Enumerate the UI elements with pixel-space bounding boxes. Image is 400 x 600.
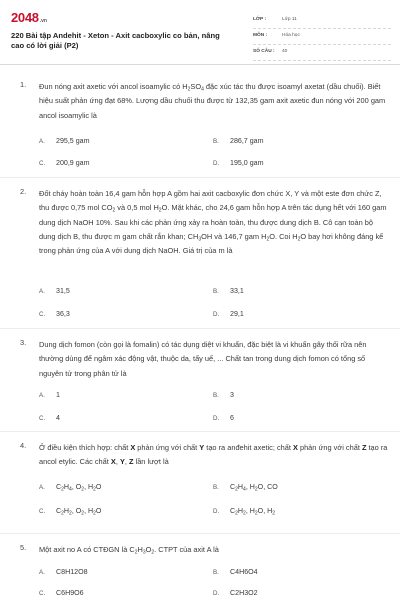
option-c[interactable]: C. 36,3	[39, 310, 70, 318]
question-number: 3.	[20, 338, 27, 347]
logo-suffix: .vn	[39, 18, 47, 24]
option-a[interactable]: A. $C_2H_4$, $O_2$, $H_2O$	[39, 483, 102, 493]
option-b[interactable]: B. $C_2H_4$, $H_2O$, CO	[213, 483, 278, 493]
document-meta	[253, 14, 391, 62]
option-b[interactable]: B. 3	[213, 391, 234, 399]
question-text: Dung dịch fomon (còn gọi là fomalin) có tác dụng diệt vi khuẩn, đặc biệt là vi khuẩn gây thối rữa nên thường dùng để ngâm xác động vật, thuộc da, tẩy uế, ... Chất tan trong dung dịch fomon có tổng số nguyên tử trong phân tử là	[39, 340, 367, 378]
option-d[interactable]: D. 6	[213, 414, 234, 422]
question-separator	[0, 533, 400, 534]
question-text: Đun nóng axit axetic với ancol isoamylic có $H_2SO_4$ đặc xúc tác thu được isoamyl axetat (dầu chuối). Biết hiệu suất phản ứng đạt 68%. Lượng dầu chuối thu được từ 132,35 gam axit axetic đun nóng với 200 gam ancol isoamylic là	[39, 82, 386, 120]
meta-class-row	[253, 14, 391, 29]
meta-subject-row	[253, 30, 391, 45]
option-c[interactable]: C. C6H9O6	[39, 589, 84, 597]
page-header	[0, 0, 400, 58]
option-a[interactable]: A. 295,5 gam	[39, 137, 90, 145]
meta-count-row	[253, 46, 391, 61]
meta-label: LỚP :	[253, 17, 267, 22]
question-separator	[0, 431, 400, 432]
site-logo[interactable]	[11, 10, 47, 25]
question-text: Ở điều kiện thích hợp: chất X phản ứng với chất Y tạo ra anđehit axetic; chất X phản ứng với chất Z tạo ra ancol etylic. Các chất X, Y, Z lần lượt là	[39, 443, 388, 467]
logo-text: 2048	[11, 10, 39, 25]
question-number: 2.	[20, 187, 27, 196]
question-text: Đốt cháy hoàn toàn 16,4 gam hỗn hợp A gồm hai axit cacboxylic đơn chức X, Y và một este đơn chức Z, thu được 0,75 mol $CO_2$ và 0,5 mol $H_2O$. Mặt khác, cho 24,6 gam hỗn hợp A trên tác dụng hết với 160 gam dung dịch NaOH 10%. Sau khi các phản ứng xảy ra hoàn toàn, thu được dung dịch B. Cô cạn toàn bộ dung dịch B, thu được m gam chất rắn khan; $CH_3OH$ và 146,7 gam $H_2O$. Coi $H_2O$ bay hơi không đáng kể trong phản ứng của A với dung dịch NaOH. Giá trị của m là	[39, 189, 387, 256]
option-c[interactable]: C. 4	[39, 414, 60, 422]
question-number: 4.	[20, 441, 27, 450]
question-separator	[0, 328, 400, 329]
meta-value: Lớp 11	[282, 17, 297, 22]
option-c[interactable]: C. $C_2H_2$, $O_2$, $H_2O$	[39, 507, 102, 517]
question-number: 5.	[20, 543, 27, 552]
document-title: 220 Bài tập Andehit - Xeton - Axit cacboxylic co bản, nâng cao có lời giải (P2)	[11, 31, 220, 50]
meta-label: MÔN :	[253, 33, 268, 38]
meta-label: SỐ CÂU :	[253, 49, 275, 54]
option-b[interactable]: B. C4H6O4	[213, 568, 258, 576]
option-d[interactable]: D. C2H3O2	[213, 589, 258, 597]
option-a[interactable]: A. 1	[39, 391, 60, 399]
header-divider	[0, 64, 400, 65]
question-text: Một axit no A có CTĐGN là $C_2H_3O_2$. CTPT của axit A là	[39, 545, 219, 556]
meta-value: 40	[282, 49, 288, 54]
meta-value: Hóa học	[282, 33, 300, 38]
option-b[interactable]: B. 286,7 gam	[213, 137, 264, 145]
option-a[interactable]: A. C8H12O8	[39, 568, 88, 576]
option-c[interactable]: C. 200,9 gam	[39, 159, 90, 167]
question-separator	[0, 177, 400, 178]
option-a[interactable]: A. 31,5	[39, 287, 70, 295]
option-d[interactable]: D. $C_2H_2$, $H_2O$, $H_2$	[213, 507, 276, 517]
option-b[interactable]: B. 33,1	[213, 287, 244, 295]
question-number: 1.	[20, 80, 27, 89]
option-d[interactable]: D. 195,0 gam	[213, 159, 264, 167]
option-d[interactable]: D. 29,1	[213, 310, 244, 318]
